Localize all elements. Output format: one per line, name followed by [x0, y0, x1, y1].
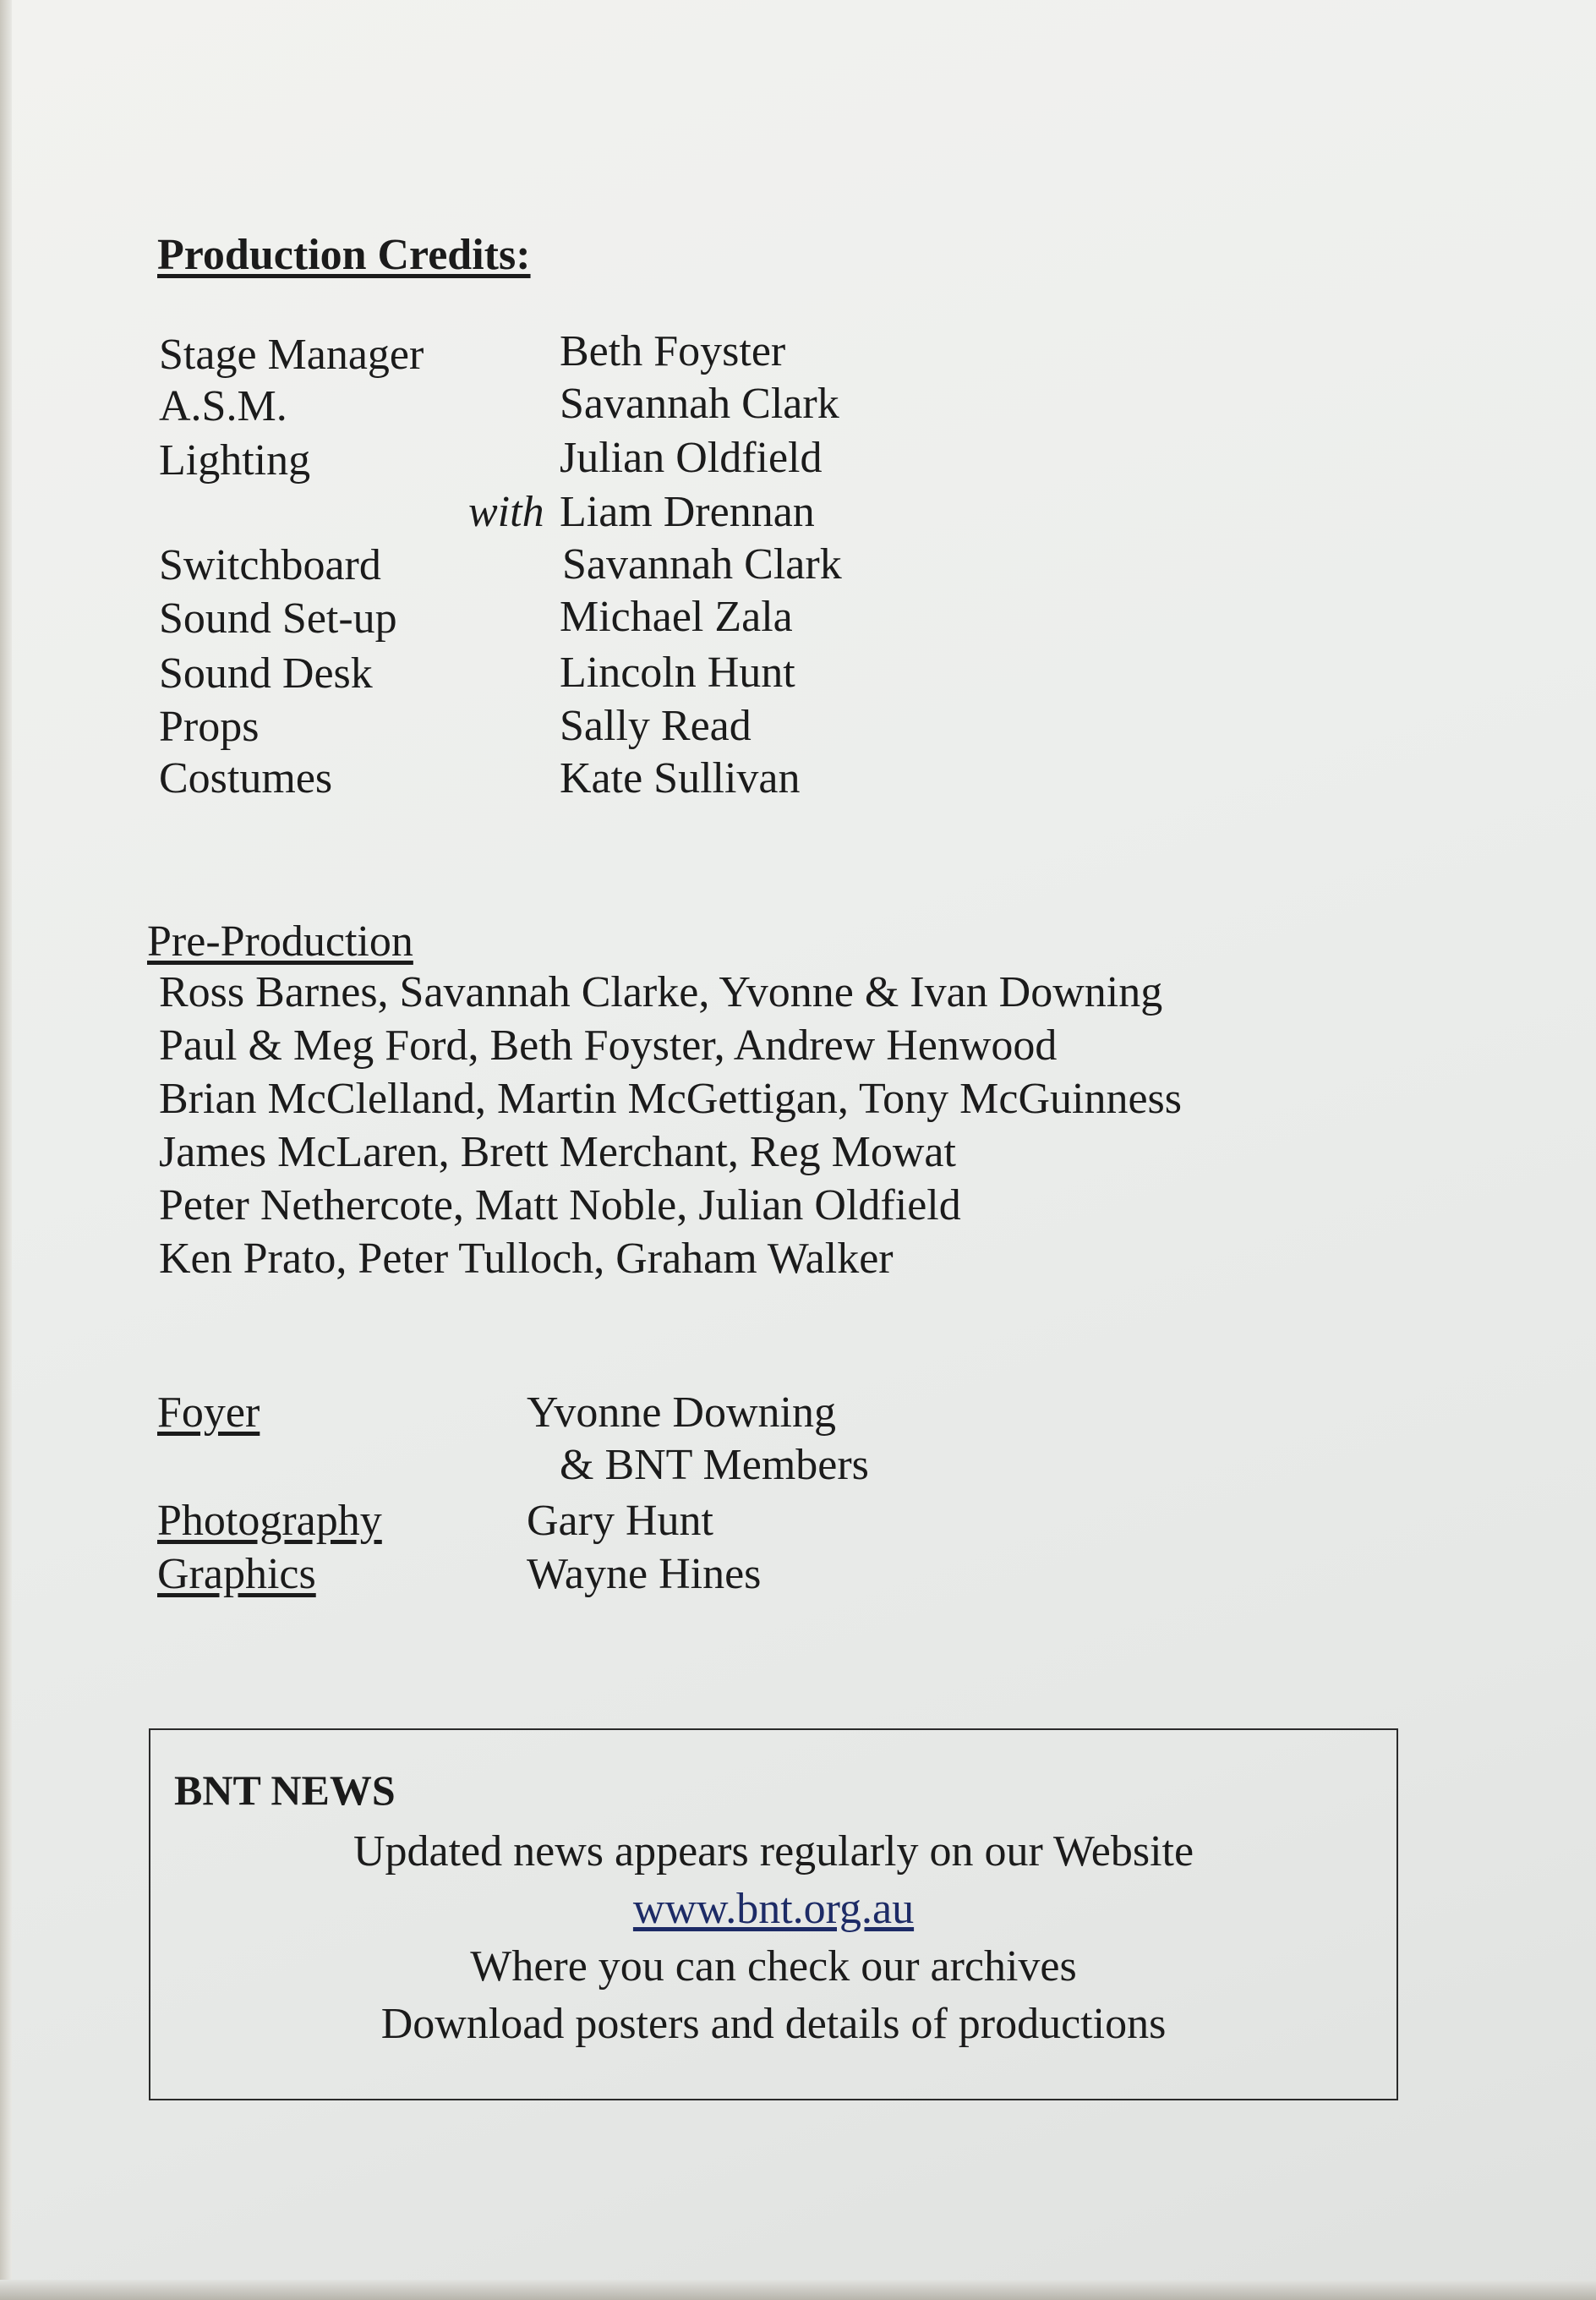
bnt-news-website-line — [150, 1881, 1396, 1938]
credit-name-lighting: Julian Oldfield — [560, 434, 823, 482]
credit-role-sound-desk: Sound Desk — [159, 649, 373, 698]
page-bottom-edge — [0, 2280, 1596, 2300]
credit-role-sound-setup: Sound Set-up — [159, 594, 397, 643]
pre-production-line: Ken Prato, Peter Tulloch, Graham Walker — [159, 1235, 894, 1283]
credit-name-props: Sally Read — [560, 702, 752, 750]
page-left-edge — [0, 0, 12, 2300]
credit-name-foyer-continued: & BNT Members — [560, 1441, 869, 1489]
pre-production-line: James McLaren, Brett Merchant, Reg Mowat — [159, 1128, 956, 1176]
pre-production-line: Paul & Meg Ford, Beth Foyster, Andrew Henwood — [159, 1021, 1058, 1070]
credit-role-graphics: Graphics — [157, 1550, 316, 1598]
production-credits-heading: Production Credits: — [157, 231, 531, 279]
bnt-news-box — [149, 1728, 1398, 2100]
bnt-news-line: Where you can check our archives — [470, 1942, 1077, 1991]
credit-role-lighting: Lighting — [159, 436, 311, 485]
credit-name-sound-setup: Michael Zala — [560, 593, 793, 641]
bnt-news-body — [150, 1823, 1396, 2053]
pre-production-line: Brian McClelland, Martin McGettigan, Tony McGuinness — [159, 1075, 1182, 1123]
credit-with-word: with — [468, 488, 544, 536]
credit-role-foyer: Foyer — [157, 1388, 260, 1437]
credit-role-asm: A.S.M. — [159, 382, 287, 430]
credit-name-stage-manager: Beth Foyster — [560, 327, 786, 375]
pre-production-line: Ross Barnes, Savannah Clarke, Yvonne & Ivan Downing — [159, 968, 1163, 1016]
bnt-news-line: Updated news appears regularly on our Website — [353, 1827, 1194, 1876]
pre-production-line: Peter Nethercote, Matt Noble, Julian Oldfield — [159, 1181, 961, 1229]
credit-name-switchboard: Savannah Clark — [562, 540, 842, 589]
website-link[interactable]: www.bnt.org.au — [632, 1885, 915, 1933]
bnt-news-line: Download posters and details of productions — [380, 2000, 1167, 2048]
credit-role-stage-manager: Stage Manager — [159, 331, 424, 379]
credit-name-costumes: Kate Sullivan — [560, 754, 801, 802]
credit-name-foyer: Yvonne Downing — [527, 1388, 836, 1437]
pre-production-list — [159, 966, 1182, 1285]
credit-role-switchboard: Switchboard — [159, 541, 381, 589]
credit-role-photography: Photography — [157, 1497, 382, 1545]
credit-name-sound-desk: Lincoln Hunt — [560, 649, 795, 697]
credit-name-lighting-assistant: Liam Drennan — [560, 488, 815, 536]
bnt-news-title: BNT NEWS — [174, 1766, 396, 1814]
credit-role-props: Props — [159, 703, 260, 751]
credit-name-photography: Gary Hunt — [527, 1497, 713, 1545]
pre-production-heading: Pre-Production — [147, 917, 413, 966]
credit-name-asm: Savannah Clark — [560, 380, 839, 428]
credit-name-graphics: Wayne Hines — [527, 1550, 762, 1598]
credit-role-costumes: Costumes — [159, 754, 333, 802]
